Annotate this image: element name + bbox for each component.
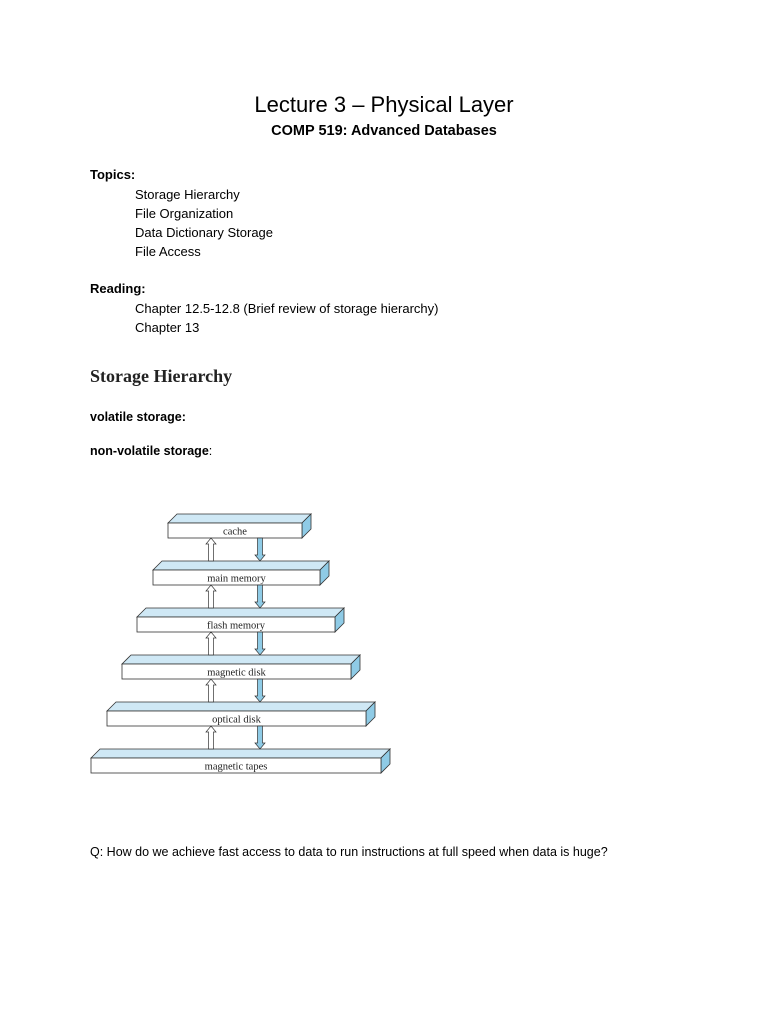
down-arrow-icon	[255, 538, 265, 561]
topic-item: Data Dictionary Storage	[135, 225, 274, 240]
reading-item: Chapter 13	[135, 320, 200, 335]
up-arrow-icon	[206, 538, 216, 561]
storage-level-top-face	[137, 608, 344, 617]
topic-item: File Organization	[135, 206, 234, 221]
topic-item: File Access	[135, 244, 201, 259]
storage-level-top-face	[91, 749, 390, 758]
topics-label: Topics:	[90, 167, 136, 182]
storage-level-top-face	[168, 514, 311, 523]
storage-level-label: optical disk	[212, 714, 261, 726]
storage-level-label: main memory	[207, 573, 266, 585]
up-arrow-icon	[206, 632, 216, 655]
storage-level-top-face	[122, 655, 360, 664]
topic-item: Storage Hierarchy	[135, 187, 240, 202]
nonvolatile-storage-colon: :	[208, 444, 213, 458]
storage-level-top-face	[153, 561, 329, 570]
reading-item: Chapter 12.5-12.8 (Brief review of storage hierarchy)	[135, 301, 439, 316]
storage-level-label: cache	[223, 526, 247, 538]
up-arrow-icon	[206, 585, 216, 608]
down-arrow-icon	[255, 585, 265, 608]
storage-level-label: magnetic disk	[207, 667, 266, 679]
storage-level-label: magnetic tapes	[204, 761, 268, 773]
down-arrow-icon	[255, 726, 265, 749]
volatile-storage-label: volatile storage:	[90, 410, 186, 424]
up-arrow-icon	[206, 726, 216, 749]
page-title: Lecture 3 – Physical Layer	[254, 92, 514, 117]
section-heading: Storage Hierarchy	[90, 366, 233, 386]
nonvolatile-storage-text: non-volatile storage	[90, 444, 209, 458]
storage-level-top-face	[107, 702, 375, 711]
up-arrow-icon	[206, 679, 216, 702]
reading-label: Reading:	[90, 281, 146, 296]
storage-level-label: flash memory	[206, 620, 266, 632]
down-arrow-icon	[255, 679, 265, 702]
course-subtitle: COMP 519: Advanced Databases	[271, 123, 497, 139]
down-arrow-icon	[255, 632, 265, 655]
question-text: Q: How do we achieve fast access to data to run instructions at full speed when data is huge?	[90, 845, 608, 859]
